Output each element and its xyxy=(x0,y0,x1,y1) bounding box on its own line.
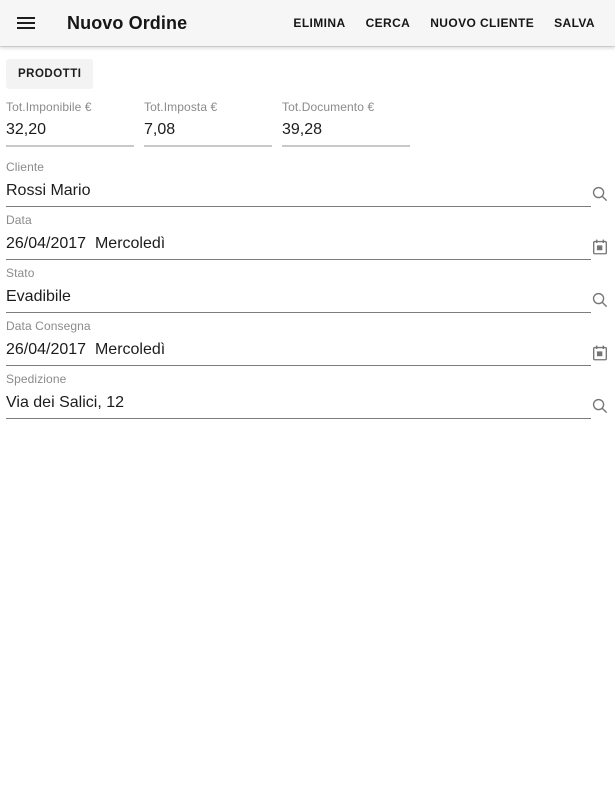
salva-button[interactable]: SALVA xyxy=(547,8,602,38)
prodotti-button[interactable]: PRODOTTI xyxy=(6,59,93,89)
appbar-actions xyxy=(286,8,602,38)
appbar xyxy=(0,0,615,46)
field-list xyxy=(0,154,615,419)
data-label: Data xyxy=(6,213,32,227)
stato-value[interactable]: Evadibile xyxy=(6,288,71,305)
search-icon[interactable] xyxy=(591,397,609,415)
stato-label: Stato xyxy=(6,266,35,280)
data-field[interactable] xyxy=(6,207,609,260)
page-title: Nuovo Ordine xyxy=(67,12,188,33)
tot-imposta-value[interactable]: 7,08 xyxy=(144,121,272,147)
tot-documento-label: Tot.Documento € xyxy=(282,100,375,114)
tot-imponibile-label: Tot.Imponibile € xyxy=(6,100,92,114)
data-consegna-field[interactable] xyxy=(6,313,609,366)
nuovo-cliente-button[interactable]: NUOVO CLIENTE xyxy=(423,8,541,38)
tot-imposta-label: Tot.Imposta € xyxy=(144,100,218,114)
tot-imposta-field[interactable] xyxy=(144,100,272,147)
spedizione-field[interactable] xyxy=(6,366,609,419)
search-icon[interactable] xyxy=(591,185,609,203)
spedizione-label: Spedizione xyxy=(6,372,67,386)
spedizione-value[interactable]: Via dei Salici, 12 xyxy=(6,394,124,411)
data-consegna-label: Data Consegna xyxy=(6,319,91,333)
totals-row xyxy=(6,100,609,147)
cliente-value[interactable]: Rossi Mario xyxy=(6,182,91,199)
search-icon[interactable] xyxy=(591,291,609,309)
data-value[interactable]: 26/04/2017 Mercoledì xyxy=(6,235,166,252)
tot-imponibile-value[interactable]: 32,20 xyxy=(6,121,134,147)
tot-documento-value[interactable]: 39,28 xyxy=(282,121,410,147)
data-consegna-value[interactable]: 26/04/2017 Mercoledì xyxy=(6,341,166,358)
stato-field[interactable] xyxy=(6,260,609,313)
tot-imponibile-field[interactable] xyxy=(6,100,134,147)
cerca-button[interactable]: CERCA xyxy=(359,8,418,38)
cliente-field[interactable] xyxy=(6,154,609,207)
order-form xyxy=(0,46,615,419)
tot-documento-field[interactable] xyxy=(282,100,410,147)
hamburger-menu-icon[interactable] xyxy=(17,10,43,36)
elimina-button[interactable]: ELIMINA xyxy=(286,8,352,38)
calendar-icon[interactable] xyxy=(591,344,609,362)
cliente-label: Cliente xyxy=(6,160,45,174)
calendar-icon[interactable] xyxy=(591,238,609,256)
